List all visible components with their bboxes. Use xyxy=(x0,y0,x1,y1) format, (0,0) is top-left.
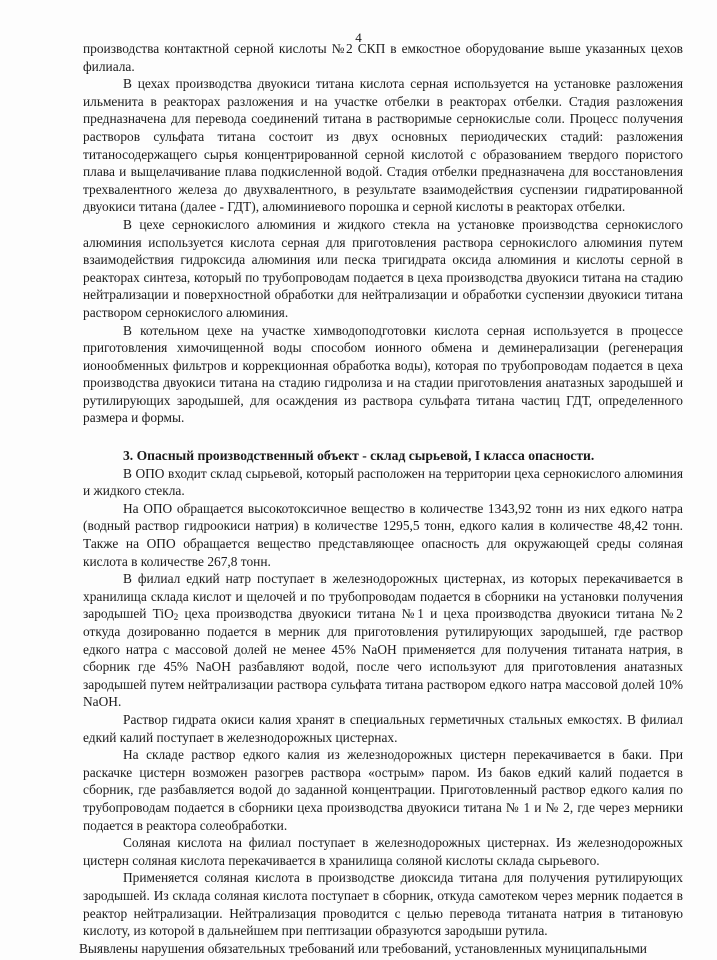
paragraph-potassium-hydroxide-process: На складе раствор едкого калия из железнодорожных цистерн перекачивается в баки. При раскачке цистерн возможен разогрев раствора «острым» паром. Из баков едкий калий подается в сборник, где разбавляется водой до заданной концентрации. Приготовленный раствор едкого калия по трубопроводам подается в сборники цеха производства двуокиси титана № 1 и № 2, где через мерники подается в реактора солеобработки. xyxy=(83,747,683,833)
paragraph-substance-quantities: На ОПО обращается высокотоксичное вещество в количестве 1343,92 тонн из них едкого натра (водный раствор гидроокиси натрия) в количестве 1295,5 тонн, едкого калия в количестве 48,42 тонн. Также на ОПО обращается вещество представляющее опасность для окружающей среды соляная кислота в количестве 267,8 тонн. xyxy=(83,500,683,569)
paragraph-violations: Выявлены нарушения обязательных требований или требований, установленных муниципальными xyxy=(79,940,647,956)
tio2-subscript: 2 xyxy=(173,612,179,623)
document-body xyxy=(79,40,683,957)
paragraph-titanium-dioxide-sulfuric-acid: В цехах производства двуокиси титана кислота серная используется на установке разложения ильменита в реакторах разложения и на участке отбелки в реакторах отбелки. Стадия разложения предназначена для перевода соединений титана в растворимые сернокислые соли. Процесс получения растворов сульфата титана состоит из двух основных периодических стадий: разложения титаносодержащего сырья концентрированной серной кислотой с образованием твердого пористого плава и выщелачивание плава подкисленной водой. Стадия отбелки предназначена для восстановления трехвалентного железа до двухвалентного, в результате взаимодействия суспензии гидратированной двуокиси титана (далее - ГДТ), алюминиевого порошка и серной кислоты в реакторах отбелки. xyxy=(83,76,683,215)
paragraph-opo-composition: В ОПО входит склад сырьевой, который расположен на территории цеха сернокислого алюминия и жидкого стекла. xyxy=(83,465,683,499)
paragraph-continuation: производства контактной серной кислоты №2 СКП в емкостное оборудование выше указанных цехов филиала. xyxy=(83,41,683,74)
page-number: 4 xyxy=(355,30,362,45)
caustic-soda-text-b: цеха производства двуокиси титана №1 и цеха производства двуокиси титана №2 откуда дозированно подается в мерник для приготовления рутилирующих зародышей, где раствор едкого натра с массовой долей не менее 45% NaOH применяется для получения титаната натрия, в сборник где 45% NaOH разбавляют водой, после чего используют для приготовления анатазных зародышей путем нейтрализации раствора сульфата титана раствором едкого натра массовой долей 10% NaOH. xyxy=(83,606,683,710)
section-gap xyxy=(83,427,683,447)
paragraph-caustic-soda xyxy=(83,570,683,711)
paragraph-aluminium-sulfate-shop: В цехе сернокислого алюминия и жидкого стекла на установке производства сернокислого алюминия используется кислота серная для приготовления раствора сернокислого алюминия путем взаимодействия гидроксида алюминия или песка тригидрата оксида алюминия и кислоты серной в реакторах синтеза, который по трубопроводам подается в цеха производства двуокиси титана на стадию нейтрализации и поверхностной обработки для нейтрализации и обработки суспензии двуокиси титана раствором сернокислого алюминия. xyxy=(83,216,683,320)
caustic-soda-text-a: В филиал едкий натр поступает в железнодорожных цистернах, из которых перекачивается в хранилища склада кислот и щелочей и по трубопроводам подается в сборники на установки получения зародышей TiO xyxy=(83,571,683,622)
section-heading: 3. Опасный производственный объект - склад сырьевой, I класса опасности. xyxy=(123,448,595,464)
paragraph-potassium-hydroxide-storage: Раствор гидрата окиси калия хранят в специальных герметичных стальных емкостях. В филиал едкий калий поступает в железнодорожных цистернах. xyxy=(83,711,683,745)
paragraph-hydrochloric-acid-use: Применяется соляная кислота в производстве диоксида титана для получения рутилирующих зародышей. Из склада соляная кислота поступает в сборник, откуда самотеком через мерник подается в реактор нейтрализации. Нейтрализация проводится с целью перевода титаната натрия в титановую кислоту, из которой в дальнейшем при пептизации образуются зародыши рутила. xyxy=(83,870,683,939)
paragraph-boiler-shop: В котельном цехе на участке химводоподготовки кислота серная используется в процессе приготовления химочищенной воды способом ионного обмена и деминерализации (регенерация ионообменных фильтров и коррекционная обработка воды), которая по трубопроводам подается в цеха производства двуокиси титана на стадию гидролиза и на стадии приготовления анатазных зародышей и рутилирующих зародышей, для осаждения из раствора сульфата титана частиц ГДТ, определенного размера и формы. xyxy=(83,322,683,426)
paragraph-hydrochloric-acid-delivery: Соляная кислота на филиал поступает в железнодорожных цистернах. Из железнодорожных цистерн соляная кислота перекачивается в хранилища соляной кислоты склада сырьевого. xyxy=(83,835,683,868)
